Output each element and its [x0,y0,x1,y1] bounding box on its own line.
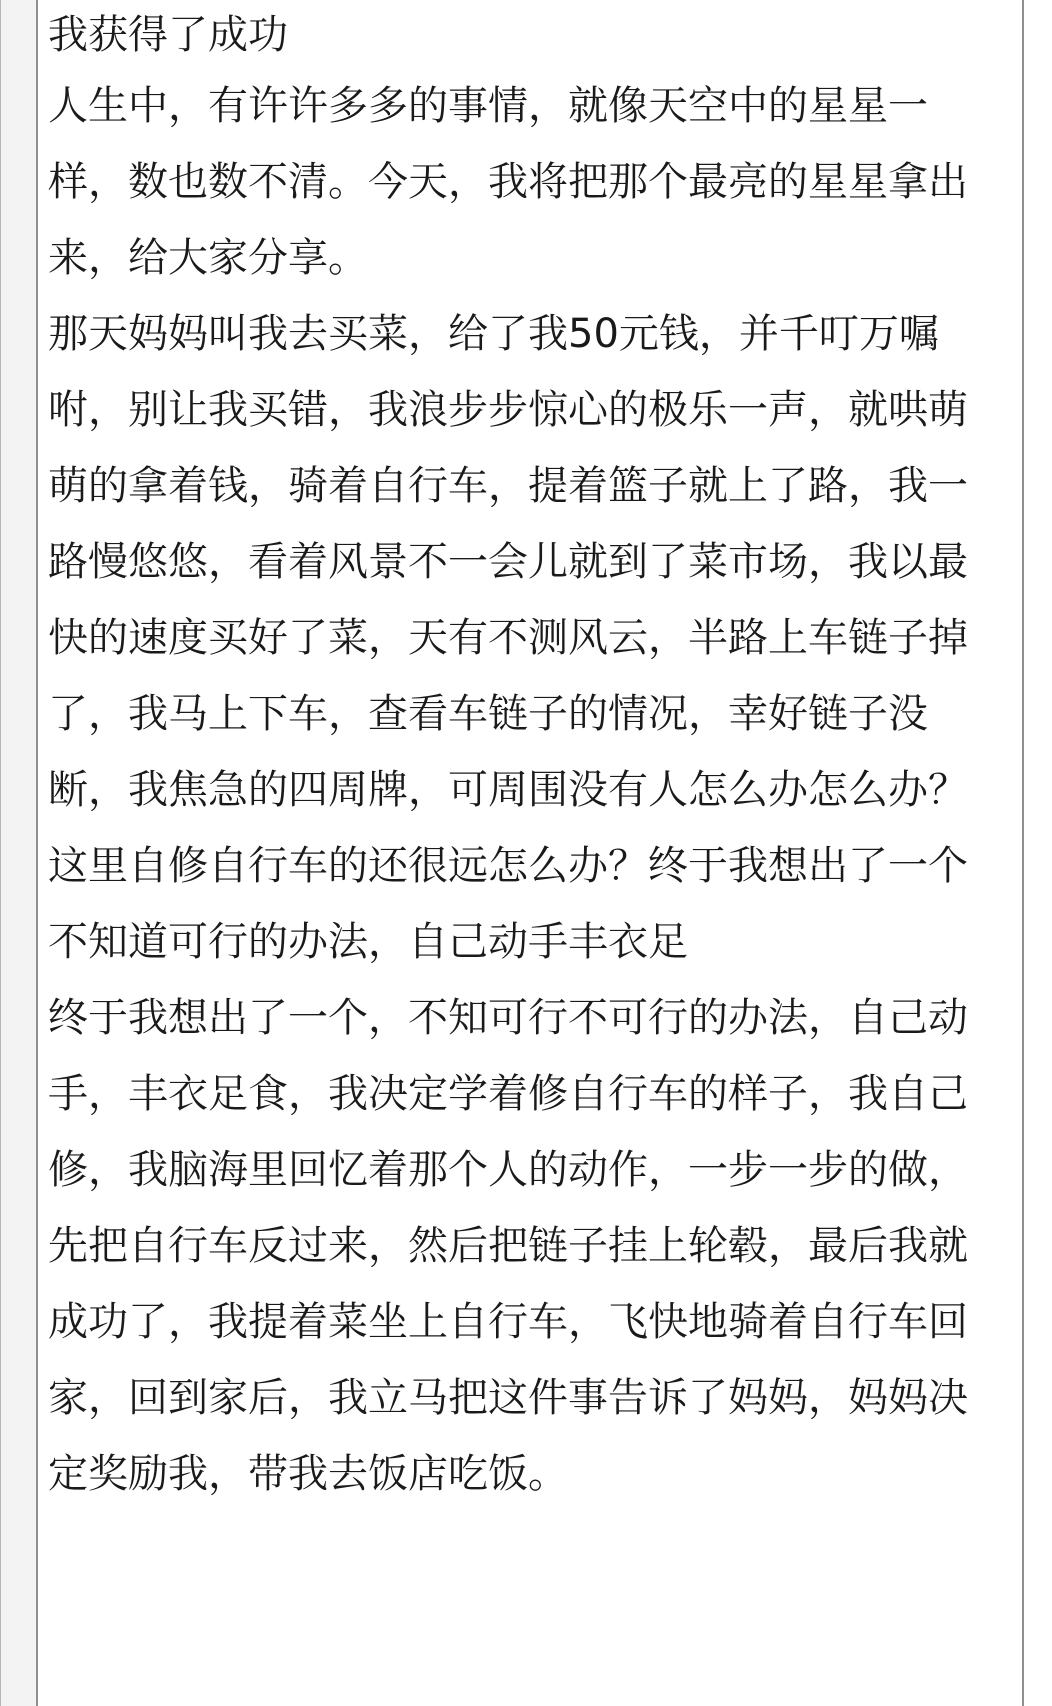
paragraph-1: 人生中，有许许多多的事情，就像天空中的星星一 样，数也数不清。今天，我将把那个最亮的星星拿出 来，给大家分享。 [48,83,968,281]
paragraph-2: 那天妈妈叫我去买菜，给了我50元钱，并千叮万嘱 咐，别让我买错，我浪步步惊心的极乐一声，就哄萌 萌的拿着钱，骑着自行车，提着篮子就上了路，我一 路慢悠悠，看着风景不一会儿就到了菜市场，我以最 快的速度买好了菜，天有不测风云，半路上车链子掉 了，我马上下车，查看车链子的情况，幸好链子没 断，我焦急的四周牌，可周围没有人怎么办怎么办？ 这里自修自行车的还很远怎么办？终于我想出了一个 不知道可行的办法，自己动手丰衣足 [48,311,968,965]
paragraph-3: 终于我想出了一个，不知可行不可行的办法，自己动 手，丰衣足食，我决定学着修自行车的样子，我自己 修，我脑海里回忆着那个人的动作，一步一步的做， 先把自行车反过来，然后把链子挂上轮毂，最后我就 成功了，我提着菜坐上自行车，飞快地骑着自行车回 家，回到家后，我立马把这件事告诉了妈妈，妈妈决 定奖励我，带我去饭店吃饭。 [48,995,968,1497]
document-title: 我获得了成功 [48,12,288,58]
left-gutter [0,0,38,1706]
right-margin [1024,0,1052,1706]
document-body [48,2,1018,1512]
